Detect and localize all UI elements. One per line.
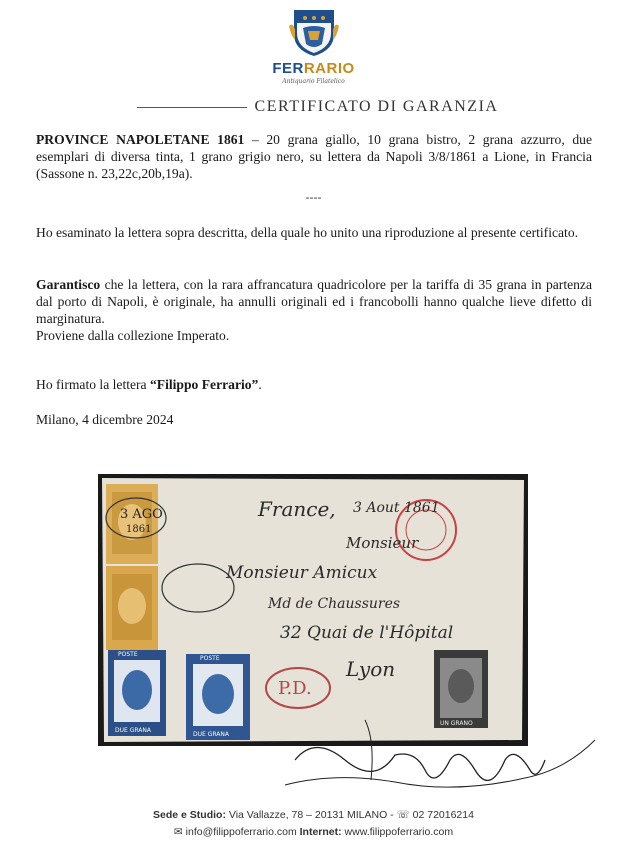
provenance-text: Proviene dalla collezione Imperato.: [36, 328, 230, 343]
footer-internet-label: Internet:: [299, 826, 342, 838]
paragraph-guarantee: [36, 276, 592, 344]
footer-seat-label: Sede e Studio:: [153, 809, 226, 821]
letter-street: 32 Quai de l'Hôpital: [280, 623, 454, 643]
letter-addressee: Monsieur Amicux: [226, 563, 378, 583]
stamp-bistro-10-grana: [106, 566, 158, 650]
stamp-grano: UN GRANO: [440, 720, 473, 727]
footer-website[interactable]: www.filippoferrario.com: [341, 826, 454, 838]
postmark-year: 1861: [126, 524, 152, 535]
certificate-title-text: CERTIFICATO DI GARANZIA: [254, 98, 499, 115]
signed-end: .: [258, 377, 262, 392]
signed-name: “Filippo Ferrario”: [150, 377, 259, 392]
brand-name-part1: FER: [272, 60, 304, 77]
footer-contact: [0, 826, 627, 838]
brand-tagline: Antiquario Filatelico: [282, 78, 345, 85]
postmark-date: 3 AGO: [120, 507, 163, 522]
guarantee-text: che la lettera, con la rara affrancatura quadricolore per la tariffa di 35 grana in partenza dal porto di Napoli, è originale, ha annulli originali ed i francobolli hanno qualche lieve difetto di marginatura.: [36, 277, 592, 326]
letter-monsieur1: Monsieur: [346, 534, 419, 552]
paragraph-description: [36, 131, 592, 182]
stamp-posta-left: POSTE: [118, 651, 138, 658]
letter-occupation: Md de Chaussures: [268, 596, 401, 612]
footer-seat-text: Via Vallazze, 78 – 20131 MILANO - ☏ 02 72016214: [225, 809, 474, 821]
place-date: Milano, 4 dicembre 2024: [36, 412, 174, 427]
letter-country: France,: [258, 497, 336, 521]
stamp-posta-right: POSTE: [200, 655, 220, 662]
province-heading: PROVINCE NAPOLETANE 1861: [36, 132, 245, 147]
footer-address: [0, 809, 627, 821]
stamp-value-right: DUE GRANA: [193, 731, 229, 738]
paragraph-signed: [36, 376, 592, 393]
certificate-title: [0, 98, 627, 116]
description-text: – 20 grana giallo, 10 grana bistro, 2 grana azzurro, due esemplari di diversa tinta, 1 grano grigio nero, su lettera da Napoli 3/8/1861 a Lione, in Francia (Sassone n. 23,22c,20b,19a).: [36, 132, 592, 181]
ferrario-crest-icon: [289, 6, 339, 58]
email-icon: ✉: [173, 826, 183, 838]
red-pd-stamp: P.D.: [278, 678, 312, 699]
stamp-blue-left: [108, 650, 166, 736]
stamp-value-left: DUE GRANA: [115, 727, 151, 734]
letter-date: 3 Aout 1861: [353, 500, 440, 516]
title-rule-left: [137, 107, 247, 108]
brand-name: [0, 60, 627, 77]
letter-city: Lyon: [346, 657, 396, 681]
signature-icon: [275, 700, 605, 810]
brand-name-part2: RARIO: [303, 60, 355, 77]
footer-email[interactable]: info@filippoferrario.com: [185, 826, 297, 838]
guarantee-keyword: Garantisco: [36, 277, 101, 292]
paragraph-examined: Ho esaminato la lettera sopra descritta, della quale ho unito una riproduzione al presente certificato.: [36, 225, 579, 240]
stamp-blue-right: [186, 654, 250, 740]
signed-text: Ho firmato la lettera: [36, 377, 150, 392]
separator: ----: [305, 190, 322, 204]
